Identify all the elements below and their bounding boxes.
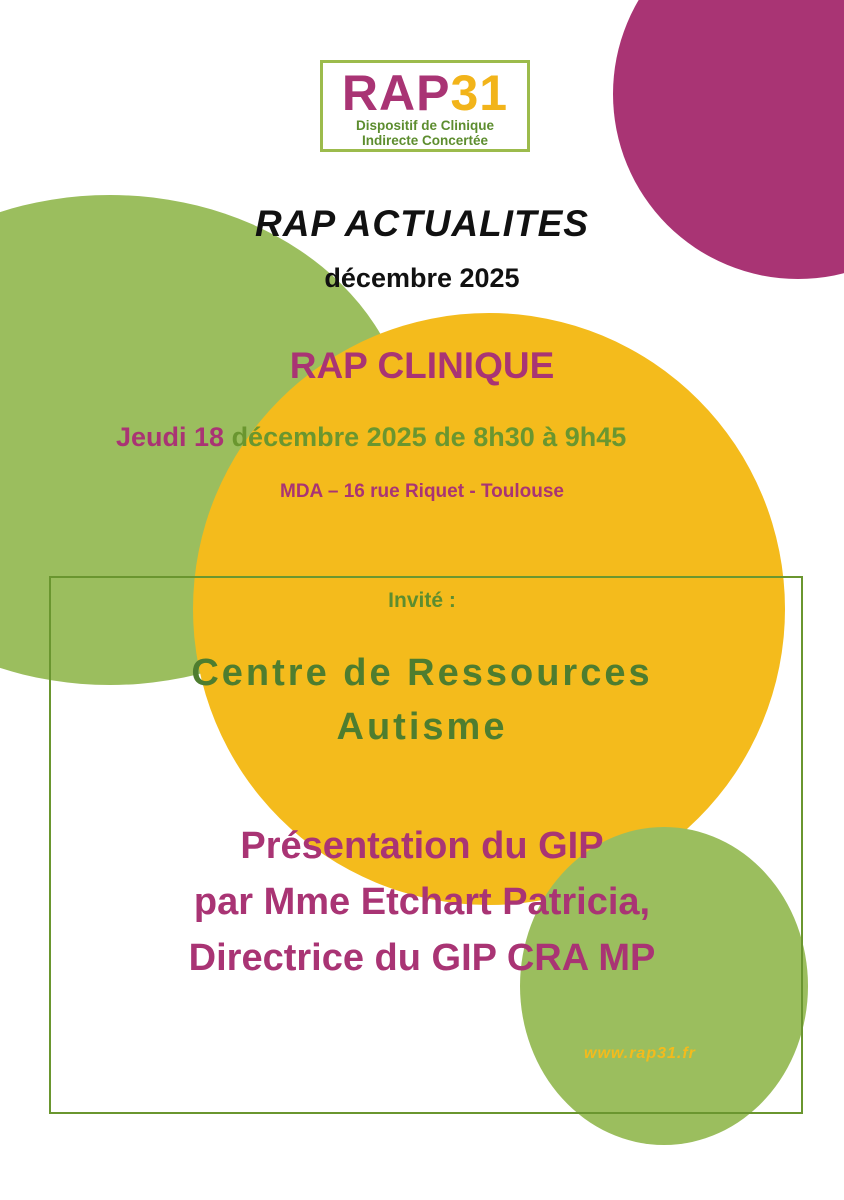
- logo-subtitle: [323, 118, 527, 148]
- presentation-line1: Présentation du GIP: [240, 825, 604, 867]
- logo-subtitle-line1: Dispositif de Clinique: [355, 118, 494, 133]
- event-date: [116, 422, 626, 453]
- logo-subtitle-line2: Indirecte Concertée: [361, 133, 489, 148]
- event-date-part2: décembre 2025 de 8h30 à 9h45: [231, 422, 627, 452]
- logo-wordmark: [323, 67, 527, 119]
- newsletter-month: décembre 2025: [324, 263, 520, 293]
- presentation-line3: Directrice du GIP CRA MP: [188, 937, 656, 979]
- guest-label: Invité :: [388, 589, 456, 612]
- logo-number: 31: [450, 65, 509, 121]
- guest-name-line2: Autisme: [336, 706, 508, 748]
- website-link[interactable]: www.rap31.fr: [584, 1045, 696, 1062]
- guest-name: [0, 646, 844, 754]
- event-location: MDA – 16 rue Riquet - Toulouse: [280, 481, 564, 502]
- newsletter-title: RAP ACTUALITES: [255, 203, 589, 244]
- event-name: RAP CLINIQUE: [289, 345, 555, 386]
- presentation: [0, 818, 844, 986]
- event-date-part1: Jeudi 18: [116, 422, 232, 452]
- rap31-logo: [320, 60, 530, 152]
- presentation-line2: par Mme Etchart Patricia,: [193, 881, 651, 923]
- guest-name-line1: Centre de Ressources: [191, 652, 653, 694]
- logo-brand: RAP: [341, 65, 451, 121]
